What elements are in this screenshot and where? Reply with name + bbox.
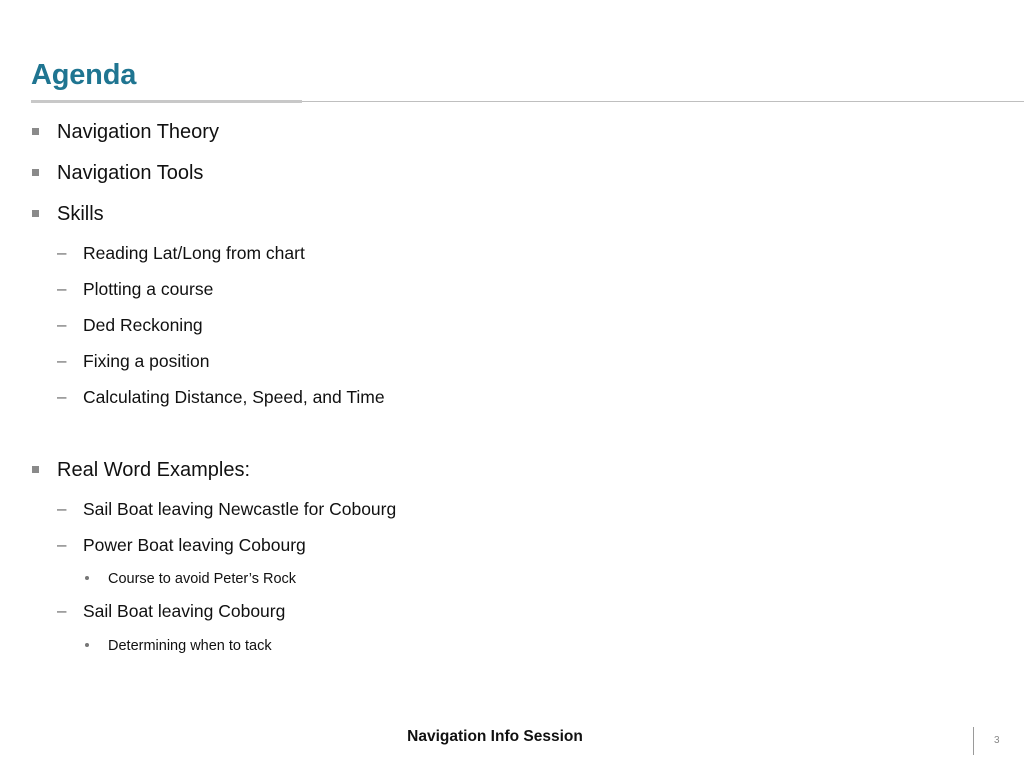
agenda-item-navigation-tools — [57, 161, 203, 185]
agenda-item-text: Navigation Tools — [57, 162, 204, 184]
agenda-item-real-word-examples — [57, 458, 250, 482]
agenda-detail-text: Determining when to tack — [108, 638, 272, 654]
dash-bullet-icon: – — [57, 351, 67, 370]
agenda-subitem-text: Sail Boat leaving Newcastle for Cobourg — [83, 499, 397, 519]
page-number: 3 — [994, 735, 1000, 746]
agenda-subitem-reading-lat-long — [57, 242, 305, 264]
agenda-item-text: Real Word Examples: — [57, 459, 251, 481]
agenda-subitem-plotting-course — [57, 278, 214, 300]
agenda-item-skills — [57, 202, 104, 226]
agenda-subitem-sail-boat-cobourg — [57, 600, 286, 622]
agenda-subitem-text: Ded Reckoning — [83, 315, 203, 335]
dash-bullet-icon: – — [57, 387, 67, 406]
slide-title: Agenda — [31, 59, 137, 91]
agenda-subitem-text: Reading Lat/Long from chart — [83, 243, 305, 263]
agenda-detail-peters-rock — [108, 570, 296, 588]
dash-bullet-icon: – — [57, 601, 67, 620]
dot-bullet-icon — [85, 643, 89, 647]
dash-bullet-icon: – — [57, 279, 67, 298]
agenda-subitem-text: Power Boat leaving Cobourg — [83, 535, 306, 555]
agenda-subitem-power-boat-cobourg — [57, 534, 306, 556]
dash-bullet-icon: – — [57, 535, 67, 554]
agenda-detail-text: Course to avoid Peter’s Rock — [108, 571, 297, 587]
agenda-subitem-newcastle-to-cobourg — [57, 498, 397, 520]
square-bullet-icon — [32, 128, 39, 135]
agenda-item-text: Skills — [57, 203, 104, 225]
agenda-subitem-text: Plotting a course — [83, 279, 214, 299]
footer-divider — [973, 727, 974, 755]
agenda-subitem-fixing-position — [57, 350, 210, 372]
dash-bullet-icon: – — [57, 243, 67, 262]
agenda-subitem-text: Calculating Distance, Speed, and Time — [83, 387, 385, 407]
footer-title: Navigation Info Session — [407, 728, 583, 745]
agenda-detail-when-to-tack — [108, 637, 272, 655]
agenda-subitem-ded-reckoning — [57, 314, 203, 336]
agenda-item-text: Navigation Theory — [57, 121, 219, 143]
square-bullet-icon — [32, 466, 39, 473]
dash-bullet-icon: – — [57, 499, 67, 518]
agenda-subitem-distance-speed-time — [57, 386, 385, 408]
agenda-item-navigation-theory — [57, 120, 219, 144]
square-bullet-icon — [32, 169, 39, 176]
agenda-subitem-text: Sail Boat leaving Cobourg — [83, 601, 286, 621]
dash-bullet-icon: – — [57, 315, 67, 334]
agenda-subitem-text: Fixing a position — [83, 351, 210, 371]
dot-bullet-icon — [85, 576, 89, 580]
square-bullet-icon — [32, 210, 39, 217]
